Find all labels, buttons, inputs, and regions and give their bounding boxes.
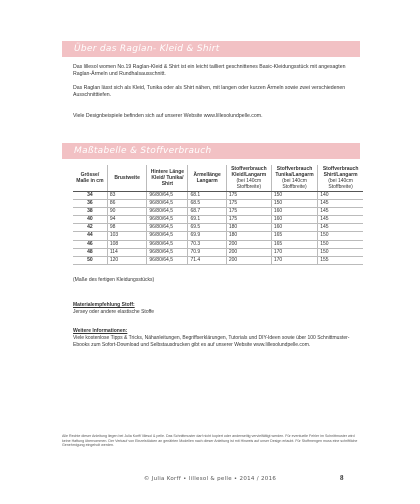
table-row: 36 86 96/80/64,5 68.5 175 150 145 [73, 200, 363, 208]
intro-paragraph: Das lillesol women No.19 Raglan-Kleid & Shirt ist ein leicht tailliert geschnittenes Basic-Kleidungsstück mit angesagten Raglan-Ärmeln und Rundhalsausschnitt. [73, 64, 346, 77]
header-fabric-dress: Stoffverbrauch Kleid/Langarm (bei 140cm Stoffbreite) [226, 165, 271, 192]
header-fabric-tunic: Stoffverbrauch Tunika/Langarm (bei 140cm Stoffbreite) [271, 165, 317, 192]
table-row: 48 114 96/80/64,5 70.9 200 170 150 [73, 248, 363, 256]
table-row: 38 90 96/80/64,5 68.7 175 160 145 [73, 208, 363, 216]
header-size: Grösse/ Maße in cm [73, 165, 107, 192]
table-row: 42 98 96/80/64,5 69.5 180 160 145 [73, 224, 363, 232]
header-sleeve-length: Ärmellänge Langarm [188, 165, 226, 192]
table-row: 34 83 96/80/64,5 68.1 175 150 140 [73, 192, 363, 200]
section-heading-about: Über das Raglan- Kleid & Shirt [62, 41, 360, 57]
size-chart-table [73, 165, 363, 265]
table-row: 44 103 96/80/64,5 69.9 180 165 150 [73, 232, 363, 240]
table-header-row [73, 165, 363, 192]
table-row: 40 94 96/80/64,5 69.1 175 160 145 [73, 216, 363, 224]
info-heading: Weitere Informationen: [73, 328, 128, 334]
info-text: Viele kostenlose Tipps & Tricks, Nähanleitungen, Begriffserklärungen, Tutorials und DIY-Ideen sowie über 100 Schnittmuster-Ebooks zum Sofort-Download und Selbstausdrucken gibt es auf unserer Website www.lillesolundpelle.com. [73, 335, 350, 348]
header-back-length: Hintere Länge Kleid/ Tunika/ Shirt [147, 165, 188, 192]
section-heading-size-chart: Maßtabelle & Stoffverbrauch [62, 143, 360, 159]
table-row: 46 108 96/80/64,5 70.3 200 165 150 [73, 240, 363, 248]
page-number: 8 [340, 474, 344, 482]
variants-paragraph: Das Raglan lässt sich als Kleid, Tunika oder als Shirt nähen, mit langen oder kurzen Ärmeln sowie zwei verschiedenen Ausschnitttiefen. [73, 85, 346, 98]
legal-notice: Alle Rechte dieser Anleitung liegen bei Julia Korff/ lillesol & pelle. Das Schnittmuster darf nicht kopiert oder anderweitig vervielfältigt werden. Für eventuelle Fehler im Schnittmuster wird keine Haftung übernommen. Der Verkauf von Einzelstücken an genähten Modellen nach dieser Anleitung ist mit Hinweis auf unser Design erlaubt. Für Stoffmengen muss eine schriftliche Genehmigung eingeholt werden. [62, 434, 358, 448]
header-fabric-shirt: Stoffverbrauch Shirt/Langarm (bei 140cm Stoffbreite) [318, 165, 363, 192]
material-text: Jersey oder andere elastische Stoffe [73, 309, 155, 315]
table-note: (Maße des fertigen Kleidungsstücks) [73, 277, 155, 283]
table-row: 50 120 96/80/64,5 71.4 200 170 155 [73, 256, 363, 264]
website-paragraph: Viele Designbeispiele befinden sich auf unserer Website www.lillesolundpelle.com. [73, 113, 263, 119]
material-heading: Materialempfehlung Stoff: [73, 302, 135, 308]
header-bust: Brustweite [107, 165, 147, 192]
footer-copyright: © Julia Korff • lillesol & pelle • 2014 / 2016 [143, 476, 277, 482]
